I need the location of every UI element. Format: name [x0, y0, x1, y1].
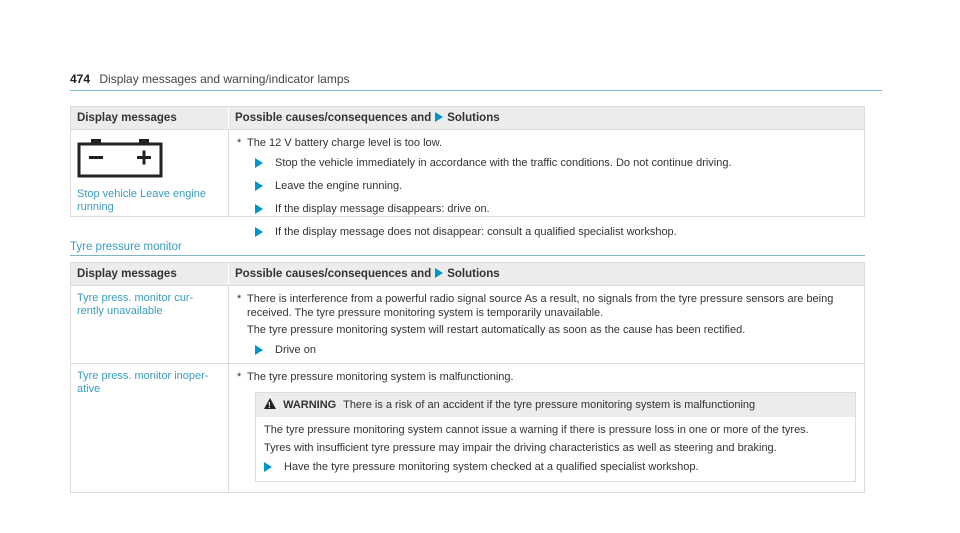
- table-header: [71, 107, 864, 129]
- message-text: Stop vehicle Leave engine running: [77, 188, 207, 213]
- warning-body: [256, 417, 855, 481]
- page-header-title: Display messages and warning/indicator lamps: [99, 72, 350, 86]
- arrow-right-icon: [255, 345, 263, 355]
- solution-item: Drive on: [255, 343, 856, 357]
- warning-header: [256, 393, 855, 417]
- col-display-messages: Display messages: [71, 263, 229, 285]
- col-solutions-label: Solutions: [447, 112, 500, 124]
- cause-item: * The 12 V battery charge level is too low.: [237, 137, 443, 149]
- solution-item: Have the tyre pressure monitoring system checked at a qualified specialist workshop.: [264, 460, 847, 475]
- warning-paragraph: Tyres with insufficient tyre pressure may impair the driving characteristics as well as steering and braking.: [264, 442, 777, 454]
- solution-item: Stop the vehicle immediately in accordance with the traffic conditions. Do not continue driving.: [255, 156, 856, 170]
- arrow-right-icon: [255, 204, 263, 214]
- causes-cell: [229, 286, 864, 363]
- arrow-right-icon: [255, 158, 263, 168]
- battery-icon: [77, 138, 163, 178]
- message-text: Tyre press. monitor cur- rently unavailable: [71, 286, 229, 363]
- cause-item: * The tyre pressure monitoring system is malfunctioning.: [237, 371, 514, 383]
- page-header: [70, 72, 882, 91]
- solution-item: If the display message does not disappear: consult a qualified specialist workshop.: [255, 225, 856, 239]
- table-row: [71, 363, 864, 492]
- warning-triangle-icon: [264, 398, 276, 409]
- arrow-right-icon: [255, 227, 263, 237]
- warning-box: [255, 392, 856, 482]
- col-causes-label: Possible causes/consequences and: [235, 112, 432, 124]
- battery-messages-table: [70, 106, 865, 238]
- warning-paragraph: The tyre pressure monitoring system cannot issue a warning if there is pressure loss in one or more of the tyres.: [264, 424, 809, 436]
- arrow-right-icon: [435, 112, 443, 122]
- tyre-pressure-table: [70, 262, 865, 493]
- page-number: 474: [70, 72, 91, 86]
- col-display-messages: Display messages: [71, 107, 229, 129]
- col-causes-solutions: [229, 107, 864, 129]
- col-causes-label: Possible causes/consequences and: [235, 268, 432, 280]
- solution-item: Leave the engine running.: [255, 179, 856, 193]
- table-row: [71, 285, 864, 363]
- message-cell: [71, 130, 229, 216]
- arrow-right-icon: [435, 268, 443, 278]
- message-text: Tyre press. monitor inoper- ative: [71, 364, 229, 492]
- arrow-right-icon: [264, 462, 272, 472]
- col-causes-solutions: [229, 263, 864, 285]
- cause-item: * There is interference from a powerful radio signal source As a result, no signals from the tyre pressure sensors are being received. The tyre pressure monitoring system is temporarily unavailable.: [237, 293, 834, 319]
- table-header: [71, 263, 864, 285]
- section-title: Tyre pressure monitor: [70, 241, 865, 256]
- cause-note: The tyre pressure monitoring system will restart automatically as soon as the cause has been rectified.: [247, 324, 746, 336]
- table-row: [71, 129, 864, 238]
- col-solutions-label: Solutions: [447, 268, 500, 280]
- warning-label: WARNING: [283, 399, 337, 411]
- causes-cell: [229, 130, 864, 238]
- warning-title: There is a risk of an accident if the tyre pressure monitoring system is malfunctioning: [343, 399, 756, 411]
- causes-cell: [229, 364, 864, 492]
- solution-item: If the display message disappears: drive on.: [255, 202, 856, 216]
- arrow-right-icon: [255, 181, 263, 191]
